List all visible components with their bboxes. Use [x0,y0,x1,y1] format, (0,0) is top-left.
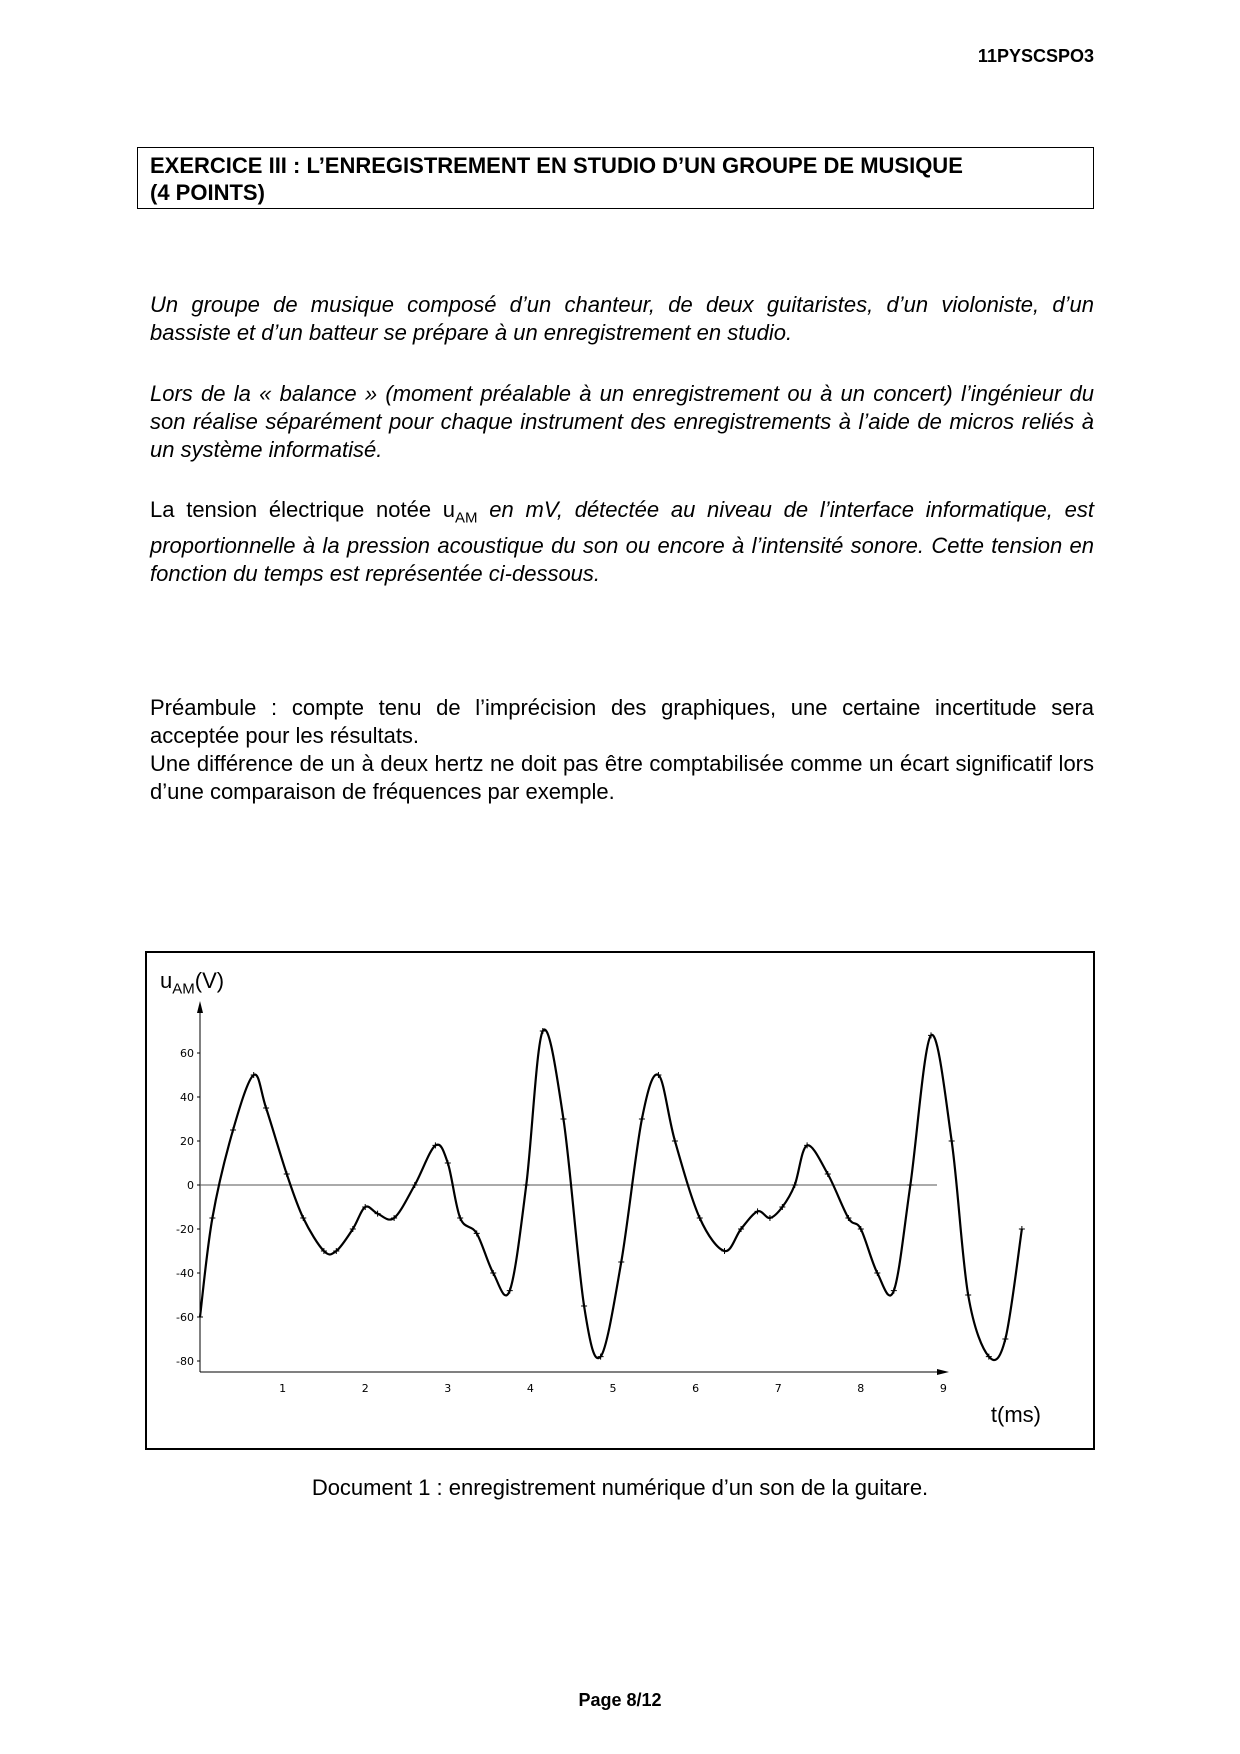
exercise-title-line1: EXERCICE III : L’ENREGISTREMENT EN STUDIO D’UN GROUPE DE MUSIQUE [150,153,963,178]
intro-p3-sub: AM [455,509,478,527]
y-tick-label: -40 [176,1267,194,1280]
y-axis-arrow [197,1001,203,1013]
intro-p3-after: en mV, détectée au niveau de l’interface informatique, est proportionnelle à la pression acoustique du son ou encore à l’intensité sonore. Cette tension en fonction du temps est représentée ci-dessous. [150,497,1094,587]
y-tick-label: -60 [176,1311,194,1324]
y-tick-label: 20 [180,1135,194,1148]
preamble-paragraph-1: Préambule : compte tenu de l’imprécision des graphiques, une certaine incertitude sera acceptée pour les résultats. [150,695,1094,748]
intro-paragraph-2: Lors de la « balance » (moment préalable à un enregistrement ou à un concert) l’ingénieur du son réalise séparément pour chaque instrument des enregistrements à l’aide de micros reliés à un système informatisé. [150,381,1094,462]
chart-frame [145,951,1095,1450]
y-tick-label: 0 [187,1179,194,1192]
intro-paragraph-1: Un groupe de musique composé d’un chanteur, de deux guitaristes, d’un violoniste, d’un bassiste et d’un batteur se prépare à un enregistrement en studio. [150,292,1094,345]
intro-p3-before: La tension électrique notée u [150,497,456,522]
x-tick-label: 3 [444,1382,452,1395]
x-axis-arrow [937,1369,949,1375]
data-point [197,1314,203,1320]
data-point [445,1160,451,1166]
document-code: 11PYSCSPO3 [977,46,1094,66]
data-point [949,1138,955,1144]
document-caption: Document 1 : enregistrement numérique d’un son de la guitare. [311,1475,929,1500]
y-axis-label-sub: AM [172,980,195,998]
y-axis-label-unit: (V) [194,968,225,993]
data-point [581,1303,587,1309]
intro-paragraph-3 [150,496,1094,588]
y-tick-label: 60 [180,1047,194,1060]
x-tick-label: 6 [692,1382,700,1395]
series-line [200,1030,1022,1361]
data-point [965,1292,971,1298]
x-tick-label: 7 [774,1382,782,1395]
y-tick-label: 40 [180,1091,194,1104]
page-number: Page 8/12 [578,1690,662,1710]
y-axis-label-main: u [160,968,173,993]
data-point [1019,1226,1025,1232]
data-point [639,1116,645,1122]
data-point [792,1182,798,1188]
data-point [230,1127,236,1133]
data-point [523,1182,529,1188]
data-point [767,1215,773,1221]
x-tick-label: 8 [857,1382,865,1395]
x-tick-label: 1 [279,1382,287,1395]
data-point [672,1138,678,1144]
x-tick-label: 9 [939,1382,947,1395]
x-axis-label: t(ms) [990,1402,1041,1427]
waveform-chart [147,953,1093,1448]
exercise-title-line2: (4 POINTS) [150,180,265,205]
preamble-paragraph-2: Une différence de un à deux hertz ne doit pas être comptabilisée comme un écart significatif lors d’une comparaison de fréquences par exemple. [150,751,1094,804]
x-tick-label: 4 [526,1382,534,1395]
data-point [284,1171,290,1177]
data-point [560,1116,566,1122]
x-tick-label: 5 [609,1382,617,1395]
data-point [722,1248,728,1254]
data-point [618,1259,624,1265]
exercise-title-box [137,147,1094,209]
data-point [1002,1336,1008,1342]
x-tick-label: 2 [361,1382,369,1395]
y-tick-label: -80 [176,1355,194,1368]
y-tick-label: -20 [176,1223,194,1236]
data-point [907,1182,913,1188]
data-point [209,1215,215,1221]
data-point [263,1105,269,1111]
